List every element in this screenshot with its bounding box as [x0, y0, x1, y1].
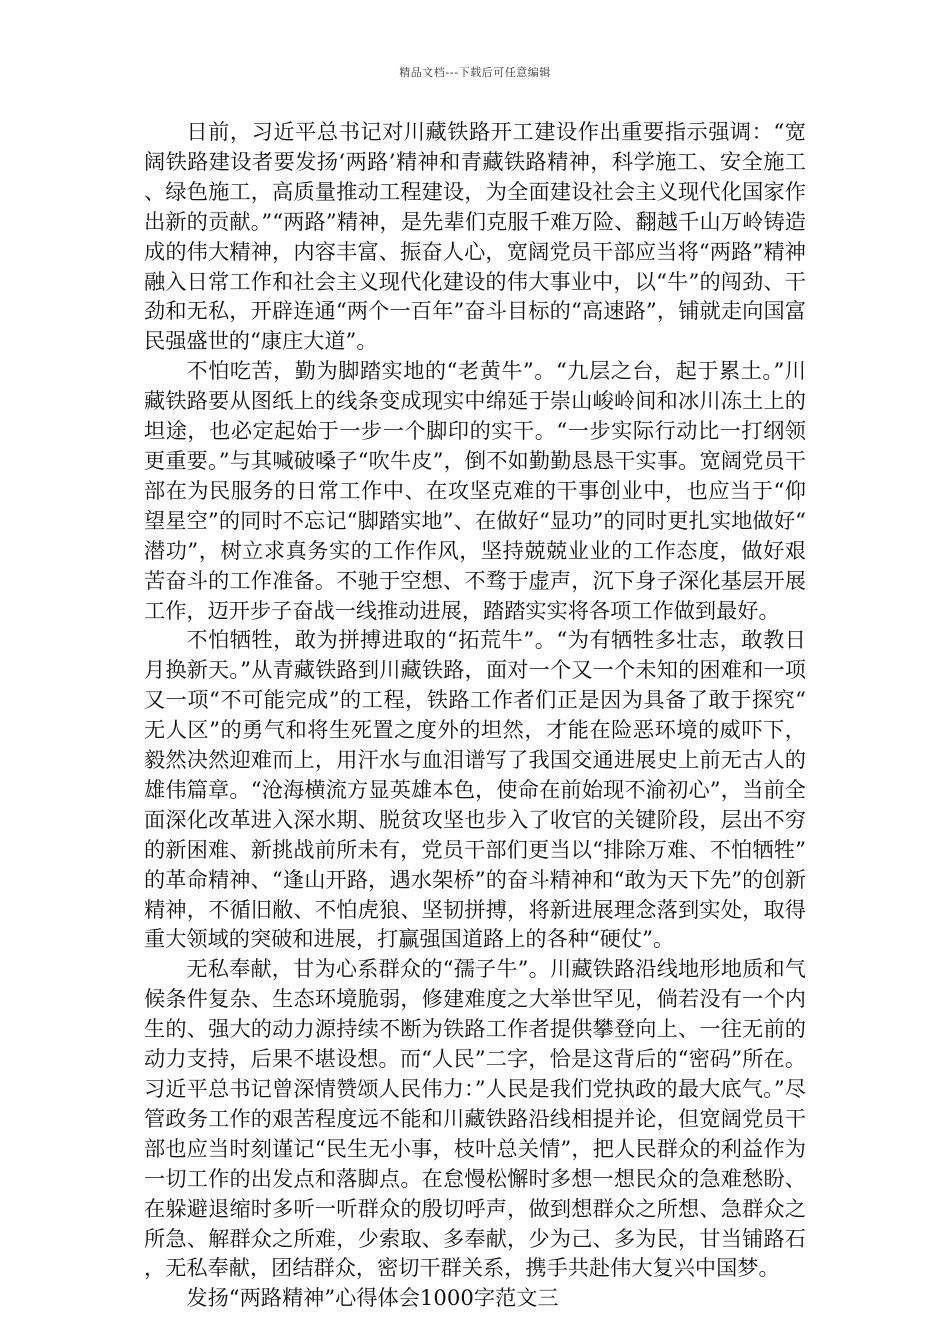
- article-body: [144, 117, 806, 1313]
- paragraph-sacrifice: 不怕牺牲，敢为拼搏进取的“拓荒牛”。“为有牺牲多壮志，敢教日月换新天。”从青藏铁路到川藏铁路，面对一个又一个未知的困难和一项又一项“不可能完成”的工程，铁路工作者们正是因为具备了敢于探究“无人区”的勇气和将生死置之度外的坦然，才能在险恶环境的威吓下，毅然决然迎难而上，用汗水与血泪谱写了我国交通进展史上前无古人的雄伟篇章。“沧海横流方显英雄本色，使命在前始现不渝初心”，当前全面深化改革进入深水期、脱贫攻坚也步入了收官的关键阶段，层出不穷的新困难、新挑战前所未有，党员干部们更当以“排除万难、不怕牺牲”的革命精神、“逢山开路，遇水架桥”的奋斗精神和“敢为天下先”的创新精神，不循旧敝、不怕虎狼、坚韧拼搏，将新进展理念落到实处，取得重大领域的突破和进展，打赢强国道路上的各种“硬仗”。: [144, 627, 806, 952]
- page-header: 精品文档---下载后可任意编辑: [399, 66, 551, 79]
- paragraph-dedication: 无私奉献，甘为心系群众的“孺子牛”。川藏铁路沿线地形地质和气候条件复杂、生态环境脆弱，修建难度之大举世罕见，倘若没有一个内生的、强大的动力源持续不断为铁路工作者提供攀登向上、一往无前的动力支持，后果不堪设想。而“人民”二字，恰是这背后的“密码”所在。习近平总书记曾深情赞颂人民伟力：”人民是我们党执政的最大底气。”尽管政务工作的艰苦程度远不能和川藏铁路沿线相提并论，但宽阔党员干部也应当时刻谨记“民生无小事，枝叶总关情”，把人民群众的利益作为一切工作的出发点和落脚点。在怠慢松懈时多想一想民众的急难愁盼、在躲避退缩时多听一听群众的殷切呼声，做到想群众之所想、急群众之所急、解群众之所难，少索取、多奉献，少为己、多为民，甘当铺路石，无私奉献，团结群众，密切干群关系，携手共赴伟大复兴中国梦。: [144, 956, 806, 1281]
- paragraph-intro: 日前，习近平总书记对川藏铁路开工建设作出重要指示强调：“宽阔铁路建设者要发扬‘两路’精神和青藏铁路精神，科学施工、安全施工、绿色施工，高质量推动工程建设，为全面建设社会主义现代化国家作出新的贡献。”“两路”精神，是先辈们克服千难万险、翻越千山万岭铸造成的伟大精神，内容丰富、振奋人心，宽阔党员干部应当将“两路”精神融入日常工作和社会主义现代化建设的伟大事业中，以“牛”的闯劲、干劲和无私，开辟连通“两个一百年”奋斗目标的“高速路”，铺就走向国富民强盛世的“康庄大道”。: [144, 119, 806, 354]
- paragraph-hardwork: 不怕吃苦，勤为脚踏实地的“老黄牛”。“九层之台，起于累土。”川藏铁路要从图纸上的线条变成现实中绵延于崇山峻岭间和冰川冻土上的坦途，也必定起始于一步一个脚印的实干。“一步实际行动比一打纲领更重要。”与其喊破嗓子“吹牛皮”，倒不如勤勤恳恳干实事。宽阔党员干部在为民服务的日常工作中、在攻坚克难的干事创业中，也应当于“仰望星空”的同时不忘记“脚踏实地”、在做好“显功”的同时更扎实地做好“潜功”，树立求真务实的工作作风，坚持兢兢业业的工作态度，做好艰苦奋斗的工作准备。不驰于空想、不骛于虚声，沉下身子深化基层开展工作，迈开步子奋战一线推动进展，踏踏实实将各项工作做到最好。: [144, 358, 806, 623]
- next-article-title: 发扬“两路精神”心得体会1000字范文三: [186, 1285, 559, 1311]
